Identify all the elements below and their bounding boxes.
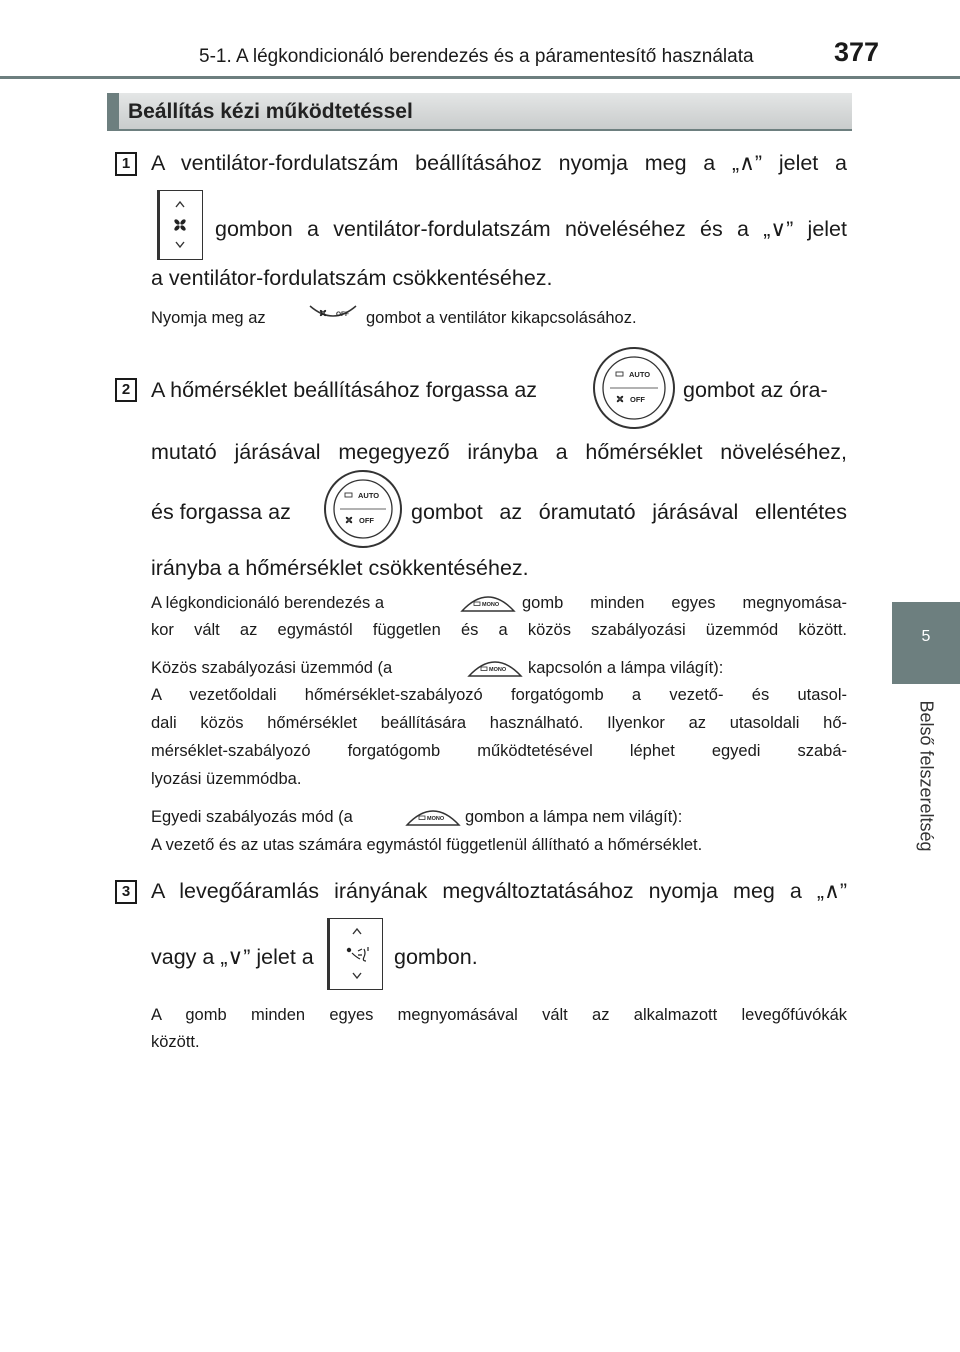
- up-arrow-icon: [353, 929, 361, 934]
- down-arrow-icon: [176, 242, 184, 247]
- header-rule: [0, 76, 960, 79]
- svg-text:MONO: MONO: [489, 667, 507, 673]
- temperature-knob: [592, 346, 676, 430]
- fan-speed-button: [157, 190, 203, 260]
- air-outlet-button: [327, 918, 383, 990]
- up-arrow-icon: [176, 202, 184, 207]
- step1-line1: A ventilátor-fordulatszám beállításához nyomja meg a „∧” jelet a: [151, 151, 847, 175]
- section-rule: [107, 129, 852, 131]
- step2-line3b: gombot az óramutató járásával ellentétes: [411, 500, 847, 524]
- step3-line2a: vagy a „∨” jelet a: [151, 945, 314, 969]
- step3-line1: A levegőáramlás irányának megváltoztatásához nyomja meg a „∧”: [151, 879, 847, 903]
- step1-note-after: gombot a ventilátor kikapcsolásához.: [366, 309, 637, 327]
- step1-note-before: Nyomja meg az: [151, 309, 266, 327]
- step-number-3: 3: [115, 880, 137, 904]
- step2-p3a: Egyedi szabályozás mód (a: [151, 808, 353, 826]
- step2-line1b: gombot az óra-: [683, 378, 828, 402]
- step2-p2d: dali közös hőmérséklet beállítására használható. Ilyenkor az utasoldali hő-: [151, 714, 847, 732]
- step2-p3c: A vezető és az utas számára egymástól függetlenül állítható a hőmérséklet.: [151, 836, 703, 854]
- step2-p2e: mérséklet-szabályozó forgatógomb működtetésével léphet egyedi szabá-: [151, 742, 847, 760]
- section-title: Beállítás kézi működtetéssel: [128, 100, 413, 123]
- chapter-number: 5: [921, 628, 931, 645]
- temperature-knob: [323, 469, 403, 549]
- step1-line3: a ventilátor-fordulatszám csökkentéséhez.: [151, 266, 553, 290]
- svg-text:MONO: MONO: [427, 816, 445, 822]
- fan-off-button: [308, 302, 358, 328]
- mono-button: [467, 654, 523, 680]
- step2-line4: irányba a hőmérséklet csökkentéséhez.: [151, 556, 529, 580]
- step3-note2: között.: [151, 1033, 200, 1051]
- page-number: 377: [834, 37, 880, 67]
- svg-text:MONO: MONO: [482, 602, 500, 608]
- fan-speed-button-graphic: [160, 191, 203, 258]
- step3-note1: A gomb minden egyes megnyomásával vált az alkalmazott levegőfúvókák: [151, 1006, 847, 1024]
- step2-p1a: A légkondicionáló berendezés a: [151, 594, 385, 612]
- step2-line1a: A hőmérséklet beállításához forgassa az: [151, 378, 538, 402]
- step1-line2: gombon a ventilátor-fordulatszám növeléséhez és a „∨” jelet: [215, 217, 847, 241]
- step-number-1: 1: [115, 152, 137, 176]
- air-outlet-button-graphic: [330, 919, 383, 988]
- step2-p2a: Közös szabályozási üzemmód (a: [151, 659, 393, 677]
- svg-text:OFF: OFF: [630, 395, 645, 404]
- down-arrow-icon: [353, 973, 361, 978]
- step2-p1b: gomb minden egyes megnyomása-: [522, 594, 847, 612]
- step2-p2b: kapcsolón a lámpa világít):: [528, 659, 724, 677]
- step2-p2f: lyozási üzemmódba.: [151, 770, 302, 788]
- step2-p2c: A vezetőoldali hőmérséklet-szabályozó forgatógomb a vezető- és utasol-: [151, 686, 847, 704]
- air-outlet-icon: [347, 947, 368, 961]
- chapter-label: Belső felszereltség: [916, 700, 937, 852]
- mono-button: [460, 589, 516, 615]
- svg-text:OFF: OFF: [336, 311, 349, 318]
- step3-line2b: gombon.: [394, 945, 478, 969]
- svg-text:AUTO: AUTO: [358, 491, 380, 500]
- svg-text:OFF: OFF: [359, 516, 374, 525]
- fan-icon: [173, 218, 186, 231]
- svg-text:AUTO: AUTO: [629, 370, 651, 379]
- step2-p1c: kor vált az egymástól független és a közös szabályozási üzemmód között.: [151, 621, 847, 639]
- step2-p3b: gombon a lámpa nem világít):: [465, 808, 683, 826]
- running-header: 5-1. A légkondicionáló berendezés és a páramentesítő használata: [199, 46, 754, 67]
- step2-line2: mutató járásával megegyező irányba a hőmérséklet növeléséhez,: [151, 440, 847, 464]
- mono-button: [405, 803, 461, 829]
- step-number-2: 2: [115, 378, 137, 402]
- step2-line3a: és forgassa az: [151, 500, 291, 524]
